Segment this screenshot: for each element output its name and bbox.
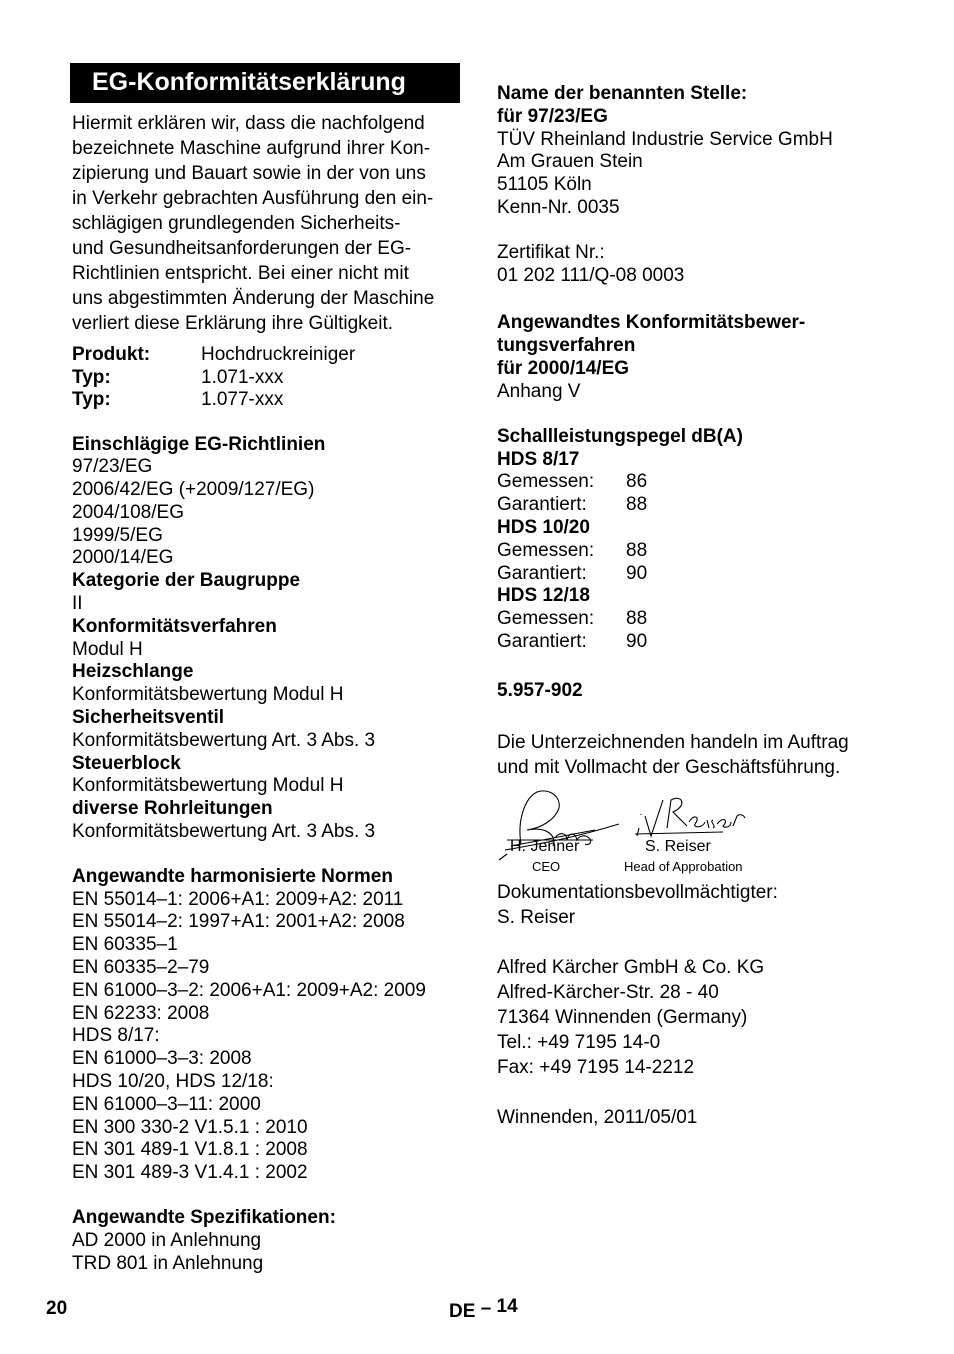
guaranteed-row <box>497 494 897 517</box>
intro-line: Richtlinien entspricht. Bei einer nicht mit <box>72 263 409 284</box>
address-line: Alfred Kärcher GmbH & Co. KG <box>497 956 765 978</box>
guaranteed-label: Garantiert: <box>497 494 587 516</box>
intro-line: uns abgestimmten Änderung der Maschine <box>72 288 435 309</box>
norm-item: EN 301 489-3 V1.4.1 : 2002 <box>72 1162 308 1184</box>
doc-number-section <box>497 680 897 703</box>
authority-line: Die Unterzeichnenden handeln im Auftrag <box>497 731 849 753</box>
specs-section <box>72 1207 464 1275</box>
assessment-value: Anhang V <box>497 380 581 402</box>
measured-label: Gemessen: <box>497 608 595 630</box>
norm-item: EN 61000–3–2: 2006+A1: 2009+A2: 2009 <box>72 979 426 1001</box>
procedure-heading: Konformitätsverfahren <box>72 615 277 637</box>
control-block-value: Konformitätsbewertung Modul H <box>72 775 344 797</box>
type-row <box>72 389 464 412</box>
assessment-section <box>497 311 897 403</box>
type-label: Typ: <box>72 389 111 410</box>
product-label: Produkt: <box>72 344 151 365</box>
directives-heading: Einschlägige EG-Richtlinien <box>72 433 326 455</box>
intro-line: und Gesundheitsanforderungen der EG- <box>72 238 412 259</box>
notified-body-line: Am Grauen Stein <box>497 151 643 173</box>
norm-item: EN 55014–1: 2006+A1: 2009+A2: 2011 <box>72 888 404 910</box>
guaranteed-row <box>497 631 897 654</box>
address-line: Alfred-Kärcher-Str. 28 - 40 <box>497 981 719 1003</box>
doc-rep-label: Dokumentationsbevollmächtigter: <box>497 881 778 903</box>
directive-item: 97/23/EG <box>72 456 153 478</box>
spec-item: TRD 801 in Anlehnung <box>72 1252 264 1274</box>
intro-line: Hiermit erklären wir, dass die nachfolgend <box>72 113 425 134</box>
assessment-heading: Angewandtes Konformitätsbewer- <box>497 312 806 334</box>
doc-number: 5.957-902 <box>497 679 583 701</box>
signer-role-jenner: CEO <box>532 858 561 874</box>
norm-item: HDS 8/17: <box>72 1025 160 1047</box>
norms-section <box>72 866 464 1185</box>
authority-line: und mit Vollmacht der Geschäftsführung. <box>497 756 841 778</box>
measured-row <box>497 540 897 563</box>
address-line: 71364 Winnenden (Germany) <box>497 1006 748 1028</box>
address-section <box>497 955 897 1080</box>
norm-item: EN 61000–3–11: 2000 <box>72 1093 261 1115</box>
category-heading: Kategorie der Baugruppe <box>72 570 301 592</box>
measured-label: Gemessen: <box>497 471 595 493</box>
control-block-heading: Steuerblock <box>72 752 181 774</box>
notified-body-line: Kenn-Nr. 0035 <box>497 196 620 218</box>
measured-label: Gemessen: <box>497 539 595 561</box>
measured-value: 86 <box>626 471 648 493</box>
heating-coil-value: Konformitätsbewertung Modul H <box>72 684 344 706</box>
spec-item: AD 2000 in Anlehnung <box>72 1229 262 1251</box>
directive-item: 2004/108/EG <box>72 501 184 523</box>
intro-line: zipierung und Bauart sowie in der von uns <box>72 163 426 184</box>
directive-item: 2006/42/EG (+2009/127/EG) <box>72 479 315 501</box>
guaranteed-label: Garantiert: <box>497 630 587 652</box>
place-date-section <box>497 1105 897 1130</box>
signature-block <box>497 780 897 898</box>
norm-item: EN 300 330-2 V1.5.1 : 2010 <box>72 1116 308 1138</box>
procedure-value: Modul H <box>72 638 143 660</box>
directive-item: 1999/5/EG <box>72 524 163 546</box>
norm-item: EN 60335–2–79 <box>72 957 210 979</box>
sound-model-name: HDS 12/18 <box>497 585 590 607</box>
measured-row <box>497 471 897 494</box>
specs-heading: Angewandte Spezifikationen: <box>72 1207 336 1228</box>
place-date: Winnenden, 2011/05/01 <box>497 1106 698 1128</box>
page-title: EG-Konformitätserklärung <box>70 63 460 103</box>
guaranteed-value: 90 <box>626 562 648 584</box>
directive-item: 2000/14/EG <box>72 547 174 569</box>
signer-role-reiser: Head of Approbation <box>624 858 743 874</box>
intro-line: verliert diese Erklärung ihre Gültigkeit. <box>72 313 394 334</box>
type-value: 1.077-xxx <box>201 389 284 410</box>
safety-valve-heading: Sicherheitsventil <box>72 707 225 729</box>
directives-section <box>72 434 464 844</box>
signer-name-jenner: H. Jenner <box>510 837 580 855</box>
certificate-section <box>497 242 897 288</box>
guaranteed-value: 90 <box>626 630 648 652</box>
signer-name-reiser: S. Reiser <box>645 837 711 855</box>
pipes-heading: diverse Rohrleitungen <box>72 798 273 820</box>
norm-item: EN 60335–1 <box>72 934 178 956</box>
sound-model-name: HDS 8/17 <box>497 448 580 470</box>
pipes-value: Konformitätsbewertung Art. 3 Abs. 3 <box>72 821 376 843</box>
right-column <box>497 83 897 1130</box>
language-code: DE <box>449 1301 476 1322</box>
guaranteed-label: Garantiert: <box>497 562 587 584</box>
address-line: Tel.: +49 7195 14-0 <box>497 1031 661 1053</box>
product-table <box>72 344 464 412</box>
reiser-signature <box>635 798 745 836</box>
page-number-left: 20 <box>46 1298 68 1319</box>
category-value: II <box>72 593 83 615</box>
intro-line: bezeichnete Maschine aufgrund ihrer Kon- <box>72 138 431 159</box>
assessment-heading-cont: tungsverfahren <box>497 335 636 357</box>
page-number-center <box>449 1298 518 1320</box>
heating-coil-heading: Heizschlange <box>72 661 194 683</box>
left-column <box>72 63 464 1275</box>
norm-item: EN 55014–2: 1997+A1: 2001+A2: 2008 <box>72 911 405 933</box>
norm-item: EN 61000–3–3: 2008 <box>72 1048 252 1070</box>
notified-body-section <box>497 83 897 220</box>
product-row <box>72 344 464 367</box>
type-row <box>72 367 464 390</box>
norms-heading: Angewandte harmonisierte Normen <box>72 865 393 887</box>
guaranteed-row <box>497 563 897 586</box>
certificate-label: Zertifikat Nr.: <box>497 241 605 263</box>
page-dash: – <box>480 1298 492 1319</box>
type-label: Typ: <box>72 366 111 388</box>
measured-value: 88 <box>626 608 648 630</box>
measured-value: 88 <box>626 539 648 561</box>
norm-item: EN 62233: 2008 <box>72 1002 210 1024</box>
doc-rep-name: S. Reiser <box>497 906 576 928</box>
notified-body-line: 51105 Köln <box>497 174 592 196</box>
measured-row <box>497 608 897 631</box>
assessment-directive: für 2000/14/EG <box>497 358 630 380</box>
sound-model-name: HDS 10/20 <box>497 516 590 538</box>
certificate-value: 01 202 111/Q-08 0003 <box>497 264 685 286</box>
norm-item: EN 301 489-1 V1.8.1 : 2008 <box>72 1139 308 1161</box>
safety-valve-value: Konformitätsbewertung Art. 3 Abs. 3 <box>72 729 376 751</box>
type-value: 1.071-xxx <box>201 366 284 388</box>
intro-line: schlägigen grundlegenden Sicherheits- <box>72 213 401 234</box>
notified-body-subheading: für 97/23/EG <box>497 105 608 127</box>
guaranteed-value: 88 <box>626 494 648 516</box>
sound-heading: Schallleistungspegel dB(A) <box>497 425 743 447</box>
norm-item: HDS 10/20, HDS 12/18: <box>72 1071 274 1093</box>
intro-line: in Verkehr gebrachten Ausführung den ein- <box>72 188 434 209</box>
product-value: Hochdruckreiniger <box>201 344 356 365</box>
address-line: Fax: +49 7195 14-2212 <box>497 1056 695 1078</box>
authority-section <box>497 730 897 780</box>
notified-body-heading: Name der benannten Stelle: <box>497 83 748 104</box>
sound-section <box>497 426 897 654</box>
page-number-local: 14 <box>496 1296 518 1317</box>
notified-body-line: TÜV Rheinland Industrie Service GmbH <box>497 128 833 150</box>
intro-paragraph <box>72 111 464 336</box>
